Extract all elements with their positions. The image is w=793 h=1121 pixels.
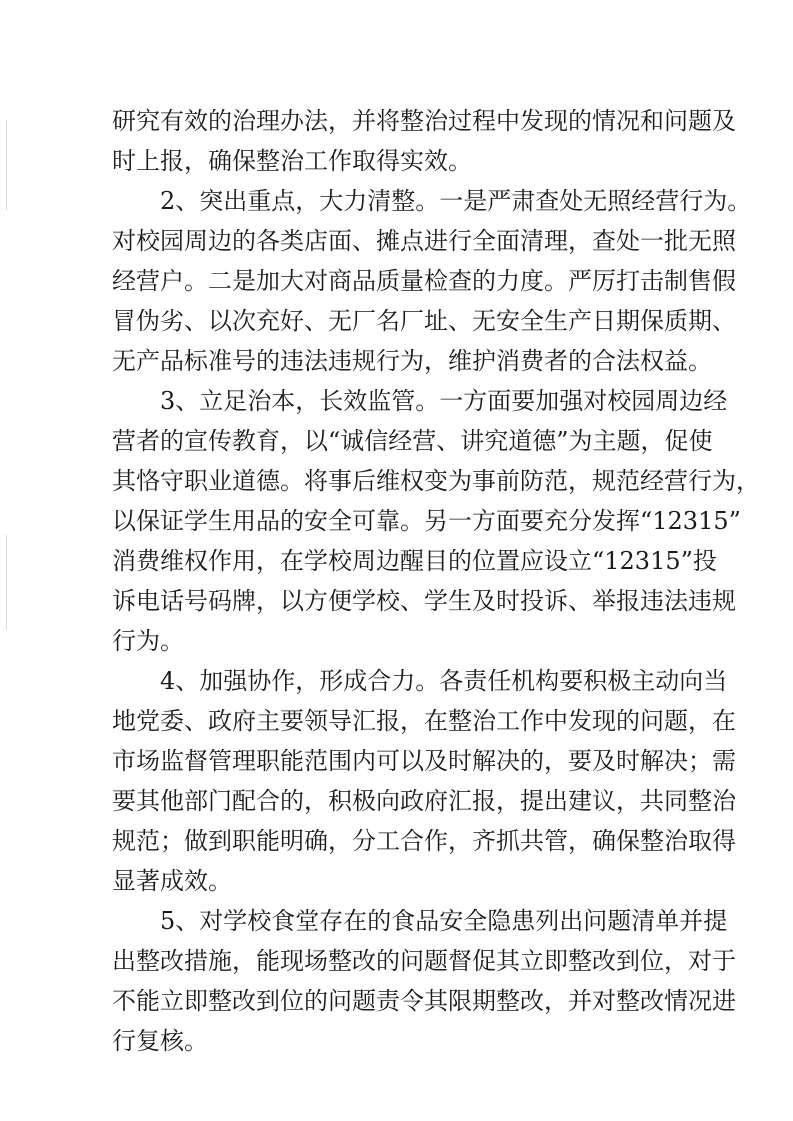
paragraph-line: 其恪守职业道德。将事后维权变为事前防范，规范经营行为， (112, 467, 760, 495)
paragraph-line: 诉电话号码牌，以方便学校、学生及时投诉、举报违法违规 (112, 587, 736, 615)
paragraph-line: 消费维权作用，在学校周边醒目的位置应设立“12315”投 (112, 547, 717, 575)
paragraph-line: 时上报，确保整治工作取得实效。 (112, 147, 472, 175)
paragraph-line: 3、立足治本，长效监管。一方面要加强对校园周边经 (160, 387, 728, 415)
paragraph-line: 2、突出重点，大力清整。一是严肃查处无照经营行为。 (160, 187, 752, 215)
paragraph-line: 4、加强协作，形成合力。各责任机构要积极主动向当 (160, 667, 728, 695)
paragraph-line: 以保证学生用品的安全可靠。另一方面要充分发挥“12315” (112, 507, 741, 535)
paragraph-line: 市场监督管理职能范围内可以及时解决的，要及时解决；需 (112, 747, 736, 775)
paragraph-line: 显著成效。 (112, 867, 232, 895)
paragraph-line: 规范；做到职能明确，分工合作，齐抓共管，确保整治取得 (112, 827, 736, 855)
paragraph-line: 行复核。 (112, 1027, 208, 1055)
paragraph-line: 研究有效的治理办法，并将整治过程中发现的情况和问题及 (112, 107, 736, 135)
paragraph-line: 营者的宣传教育，以“诚信经营、讲究道德”为主题，促使 (112, 427, 713, 455)
paragraph-line: 冒伪劣、以次充好、无厂名厂址、无安全生产日期保质期、 (112, 307, 736, 335)
paragraph-line: 不能立即整改到位的问题责令其限期整改，并对整改情况进 (112, 987, 736, 1015)
page-edge-mark (6, 535, 7, 630)
paragraph-line: 对校园周边的各类店面、摊点进行全面清理，查处一批无照 (112, 227, 736, 255)
paragraph-line: 行为。 (112, 627, 184, 655)
paragraph-line: 经营户。二是加大对商品质量检查的力度。严厉打击制售假 (112, 267, 736, 295)
paragraph-line: 要其他部门配合的，积极向政府汇报，提出建议，共同整治 (112, 787, 736, 815)
paragraph-line: 5、对学校食堂存在的食品安全隐患列出问题清单并提 (160, 907, 728, 935)
paragraph-line: 地党委、政府主要领导汇报，在整治工作中发现的问题，在 (112, 707, 736, 735)
page-edge-mark (6, 120, 7, 210)
paragraph-line: 出整改措施，能现场整改的问题督促其立即整改到位，对于 (112, 947, 736, 975)
paragraph-line: 无产品标准号的违法违规行为，维护消费者的合法权益。 (112, 347, 712, 375)
